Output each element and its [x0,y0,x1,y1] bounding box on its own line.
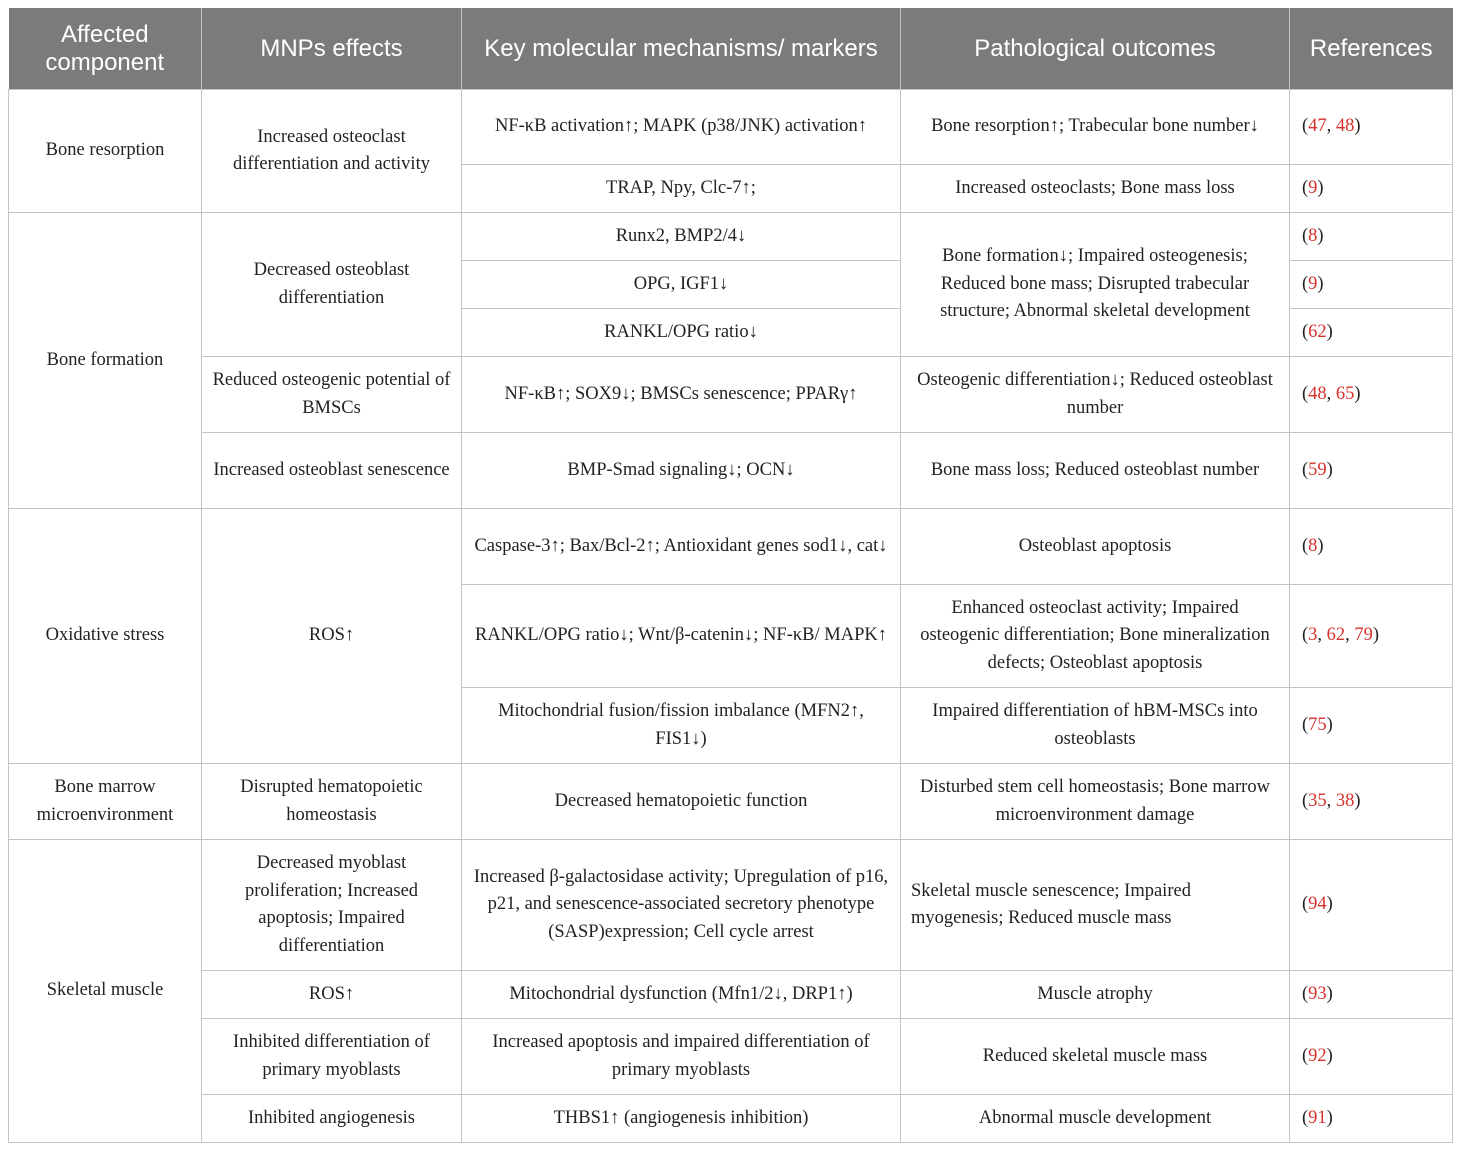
reference-link[interactable]: 62 [1308,321,1327,342]
outcome-cell: Bone mass loss; Reduced osteoblast number [901,433,1290,509]
table-row [9,213,1453,261]
component-cell: Bone resorption [9,90,202,213]
table-row [9,971,1453,1019]
mechanism-cell: RANKL/OPG ratio↓ [462,309,901,357]
mechanism-cell: Decreased hematopoietic function [462,764,901,840]
mechanism-cell: THBS1↑ (angiogenesis inhibition) [462,1095,901,1143]
reference-cell: (93) [1290,971,1453,1019]
outcome-cell: Osteogenic differentiation↓; Reduced osteoblast number [901,357,1290,433]
reference-link[interactable]: 8 [1308,225,1318,246]
header-affected-component: Affected component [9,8,202,90]
outcome-cell: Increased osteoclasts; Bone mass loss [901,165,1290,213]
table-row [9,433,1453,509]
header-references: References [1290,8,1453,90]
reference-cell: (8) [1290,213,1453,261]
header-pathological-outcomes: Pathological outcomes [901,8,1290,90]
header-key-mechanisms: Key molecular mechanisms/ markers [462,8,901,90]
outcome-cell: Abnormal muscle development [901,1095,1290,1143]
table-row [9,764,1453,840]
reference-link[interactable]: 91 [1308,1107,1327,1128]
mechanism-cell: OPG, IGF1↓ [462,261,901,309]
reference-link[interactable]: 92 [1308,1045,1327,1066]
reference-link[interactable]: 35 [1308,790,1327,811]
reference-link[interactable]: 9 [1308,273,1318,294]
reference-link[interactable]: 65 [1335,383,1355,404]
mnps-effects-table [8,8,1453,1143]
reference-link[interactable]: 94 [1308,894,1327,915]
mechanism-cell: Caspase-3↑; Bax/Bcl-2↑; Antioxidant genes sod1↓, cat↓ [462,509,901,585]
reference-cell: (8) [1290,509,1453,585]
outcome-cell: Muscle atrophy [901,971,1290,1019]
table-row [9,357,1453,433]
effect-cell: ROS↑ [202,509,462,764]
reference-link[interactable]: 9 [1308,177,1318,198]
reference-cell: (62) [1290,309,1453,357]
reference-link[interactable]: 48 [1335,116,1355,137]
outcome-cell: Osteoblast apoptosis [901,509,1290,585]
reference-link[interactable]: 8 [1308,535,1318,556]
component-cell: Skeletal muscle [9,840,202,1143]
reference-link[interactable]: 93 [1308,983,1327,1004]
reference-link[interactable]: 59 [1308,459,1327,480]
outcome-cell: Impaired differentiation of hBM-MSCs into osteoblasts [901,688,1290,764]
reference-link[interactable]: 79 [1354,625,1373,646]
reference-link[interactable]: 75 [1308,714,1327,735]
mechanism-cell: TRAP, Npy, Clc-7↑; [462,165,901,213]
reference-link[interactable]: 62 [1326,625,1346,646]
reference-cell: (59) [1290,433,1453,509]
component-cell: Bone formation [9,213,202,509]
reference-cell: (48, 65) [1290,357,1453,433]
outcome-cell: Enhanced osteoclast activity; Impaired osteogenic differentiation; Bone mineralization defects; Osteoblast apoptosis [901,585,1290,688]
reference-link[interactable]: 48 [1308,383,1327,404]
table-row [9,1095,1453,1143]
effect-cell: ROS↑ [202,971,462,1019]
effect-cell: Disrupted hematopoietic homeostasis [202,764,462,840]
reference-cell: (75) [1290,688,1453,764]
reference-link[interactable]: 3 [1308,625,1318,646]
reference-cell: (35, 38) [1290,764,1453,840]
outcome-cell: Reduced skeletal muscle mass [901,1019,1290,1095]
table-row [9,509,1453,585]
effect-cell: Reduced osteogenic potential of BMSCs [202,357,462,433]
table-row [9,90,1453,165]
effect-cell: Inhibited angiogenesis [202,1095,462,1143]
header-mnps-effects: MNPs effects [202,8,462,90]
mechanism-cell: NF-κB↑; SOX9↓; BMSCs senescence; PPARγ↑ [462,357,901,433]
mechanism-cell: BMP-Smad signaling↓; OCN↓ [462,433,901,509]
mechanism-cell: Mitochondrial dysfunction (Mfn1/2↓, DRP1↑) [462,971,901,1019]
reference-cell: (92) [1290,1019,1453,1095]
outcome-cell: Bone resorption↑; Trabecular bone number↓ [901,90,1290,165]
header-row [9,8,1453,90]
outcome-cell: Disturbed stem cell homeostasis; Bone marrow microenvironment damage [901,764,1290,840]
outcome-cell: Bone formation↓; Impaired osteogenesis; Reduced bone mass; Disrupted trabecular structure; Abnormal skeletal development [901,213,1290,357]
effect-cell: Increased osteoclast differentiation and activity [202,90,462,213]
table-row [9,1019,1453,1095]
component-cell: Bone marrow microenvironment [9,764,202,840]
reference-link[interactable]: 47 [1308,116,1327,137]
mechanism-cell: RANKL/OPG ratio↓; Wnt/β-catenin↓; NF-κB/ MAPK↑ [462,585,901,688]
mechanism-cell: NF-κB activation↑; MAPK (p38/JNK) activation↑ [462,90,901,165]
effect-cell: Increased osteoblast senescence [202,433,462,509]
table-row [9,840,1453,971]
effect-cell: Inhibited differentiation of primary myoblasts [202,1019,462,1095]
mechanism-cell: Runx2, BMP2/4↓ [462,213,901,261]
reference-cell: (94) [1290,840,1453,971]
reference-cell: (91) [1290,1095,1453,1143]
mechanism-cell: Increased apoptosis and impaired differentiation of primary myoblasts [462,1019,901,1095]
outcome-cell: Skeletal muscle senescence; Impaired myogenesis; Reduced muscle mass [901,840,1290,971]
effect-cell: Decreased osteoblast differentiation [202,213,462,357]
component-cell: Oxidative stress [9,509,202,764]
reference-cell: (9) [1290,261,1453,309]
reference-cell: (3, 62, 79) [1290,585,1453,688]
reference-cell: (47, 48) [1290,90,1453,165]
reference-link[interactable]: 38 [1335,790,1355,811]
mechanism-cell: Mitochondrial fusion/fission imbalance (MFN2↑, FIS1↓) [462,688,901,764]
effect-cell: Decreased myoblast proliferation; Increased apoptosis; Impaired differentiation [202,840,462,971]
reference-cell: (9) [1290,165,1453,213]
mechanism-cell: Increased β-galactosidase activity; Upregulation of p16, p21, and senescence-associated secretory phenotype (SASP)expression; Cell cycle arrest [462,840,901,971]
